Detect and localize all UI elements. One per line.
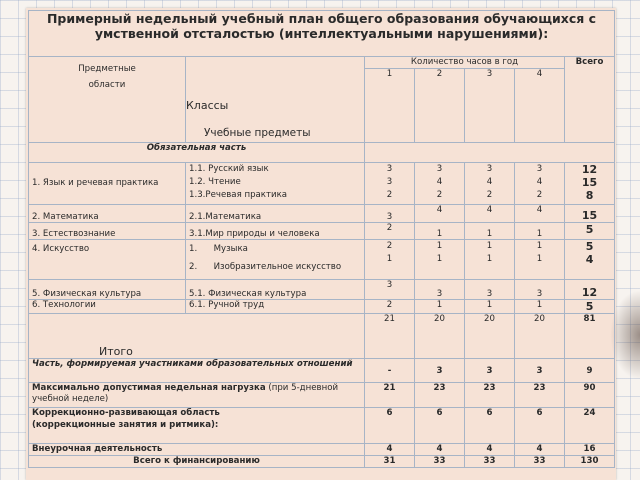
hours-cell: 3 [365, 280, 415, 300]
total-header: Всего [565, 57, 615, 143]
hours-cell: 3 [415, 280, 465, 300]
table-row [29, 456, 615, 468]
table-row [29, 383, 615, 408]
hours-cell: 4 [415, 205, 465, 223]
hours-cell: 2 [436, 190, 443, 200]
part-value: 3 [465, 359, 515, 383]
subject-cell: 3.1.Мир природы и человека [186, 223, 365, 240]
hours-cell: 1 [515, 223, 565, 240]
hours-cell: 4 [436, 177, 443, 187]
correction-label-text: Коррекционно-развивающая область (коррекционные занятия и ритмика): [32, 408, 220, 430]
financing-value: 33 [515, 456, 565, 468]
extracurricular-label: Внеурочная деятельность [29, 444, 365, 456]
correction-value: 6 [415, 408, 465, 444]
hours-cell: 3 [386, 177, 393, 187]
financing-value: 33 [415, 456, 465, 468]
table-row [29, 359, 615, 383]
table-row [29, 163, 615, 205]
hours-cell: 1 [386, 254, 393, 264]
hours-cell: 2 [365, 300, 415, 314]
table-row [29, 300, 615, 314]
subject-cell: 1.2. Чтение [189, 177, 241, 187]
grade-2-header: 2 [415, 69, 465, 143]
financing-value: 130 [565, 456, 615, 468]
correction-value: 24 [565, 408, 615, 444]
hours-cell: 1 [415, 300, 465, 314]
subject-areas-header: Предметные области [78, 64, 136, 91]
max-load-value: 21 [365, 383, 415, 408]
hours-cell: 3 [515, 280, 565, 300]
hours-cell: 4 [515, 205, 565, 223]
hours-cell: 3 [465, 280, 515, 300]
itogo-value: 21 [365, 314, 415, 359]
itogo-value: 20 [515, 314, 565, 359]
financing-value: 31 [365, 456, 415, 468]
area-cell: 6. Технологии [29, 300, 186, 314]
hours-cell: 2 [365, 223, 415, 240]
correction-value: 6 [365, 408, 415, 444]
area-cell: 5. Физическая культура [29, 280, 186, 300]
hours-cell: 1 [465, 223, 515, 240]
area-cell: 4. Искусство [29, 240, 186, 280]
hours-cell: 3 [365, 205, 415, 223]
max-load-value: 23 [515, 383, 565, 408]
hours-cell: 2 [486, 190, 493, 200]
subject-cell: 1. Музыка [189, 244, 248, 254]
itogo-total: 81 [565, 314, 615, 359]
table-row [29, 240, 615, 280]
hours-cell: 1 [536, 254, 543, 264]
hours-cell: 1 [536, 241, 543, 251]
total-cell: 4 [585, 253, 594, 266]
table-row [29, 280, 615, 300]
total-cell: 12 [565, 280, 615, 300]
subject-cell: 6.1. Ручной труд [186, 300, 365, 314]
grade-3-header: 3 [465, 69, 515, 143]
extracurricular-value: 4 [365, 444, 415, 456]
area-cell: 2. Математика [29, 205, 186, 223]
financing-label: Всего к финансированию [29, 456, 365, 468]
hours-cell: 1 [486, 241, 493, 251]
hours-cell: 3 [386, 164, 393, 174]
subject-cell: 5.1. Физическая культура [186, 280, 365, 300]
total-cell: 12 [581, 163, 598, 176]
hours-cell: 1 [436, 254, 443, 264]
curriculum-table [28, 10, 615, 468]
correction-label [29, 408, 365, 444]
hours-cell: 1 [486, 254, 493, 264]
max-load-value: 23 [415, 383, 465, 408]
extracurricular-value: 16 [565, 444, 615, 456]
financing-value: 33 [465, 456, 515, 468]
table-row [29, 205, 615, 223]
hours-cell: 3 [436, 164, 443, 174]
extracurricular-value: 4 [465, 444, 515, 456]
hours-header: Количество часов в год [365, 57, 565, 69]
max-load-label-bold: Максимально допустимая недельная нагрузка [32, 383, 266, 394]
part-value: 9 [565, 359, 615, 383]
max-load-label-rest: (при 5-дневной учебной неделе) [32, 383, 339, 404]
classes-header: Классы [186, 99, 229, 112]
total-cell: 5 [585, 240, 594, 253]
subjects-header: Учебные предметы [204, 127, 311, 139]
grade-1-header: 1 [365, 69, 415, 143]
max-load-value: 90 [565, 383, 615, 408]
subject-cell: 1.3.Речевая практика [189, 190, 288, 200]
hours-cell: 3 [486, 164, 493, 174]
part-value: - [365, 359, 415, 383]
part-value: 3 [515, 359, 565, 383]
part-label: Часть, формируемая участниками образовательных отношений [29, 359, 365, 383]
table-row [29, 444, 615, 456]
max-load-label [29, 383, 365, 408]
hours-cell: 2 [386, 241, 393, 251]
area-cell: 1. Язык и речевая практика [29, 163, 186, 205]
hours-cell: 4 [536, 177, 543, 187]
hours-cell: 1 [436, 241, 443, 251]
max-load-value: 23 [465, 383, 515, 408]
table-row [29, 223, 615, 240]
total-cell: 15 [581, 176, 598, 189]
subject-cell: 2.1.Математика [186, 205, 365, 223]
hours-cell: 2 [536, 190, 543, 200]
hours-cell: 3 [536, 164, 543, 174]
itogo-label: Итого [29, 314, 365, 359]
hours-cell: 4 [465, 205, 515, 223]
itogo-value: 20 [465, 314, 515, 359]
hours-cell: 1 [515, 300, 565, 314]
extracurricular-value: 4 [415, 444, 465, 456]
table-row [29, 408, 615, 444]
hours-cell: 1 [415, 223, 465, 240]
hours-cell: 1 [465, 300, 515, 314]
subject-cell: 1.1. Русский язык [189, 164, 269, 174]
subject-cell: 2. Изобразительное искусство [189, 262, 342, 272]
grade-4-header: 4 [515, 69, 565, 143]
total-cell: 15 [565, 205, 615, 223]
correction-value: 6 [515, 408, 565, 444]
part-value: 3 [415, 359, 465, 383]
hours-cell: 2 [386, 190, 393, 200]
hours-cell: 4 [486, 177, 493, 187]
total-cell: 8 [585, 189, 594, 202]
mandatory-part-label: Обязательная часть [29, 143, 365, 163]
table-title: Примерный недельный учебный план общего образования обучающихся с умственной отсталостью (интеллектуальными нарушениями): [29, 11, 615, 57]
table-row-itogo [29, 314, 615, 359]
extracurricular-value: 4 [515, 444, 565, 456]
correction-value: 6 [465, 408, 515, 444]
total-cell: 5 [565, 223, 615, 240]
area-cell: 3. Естествознание [29, 223, 186, 240]
itogo-value: 20 [415, 314, 465, 359]
total-cell: 5 [565, 300, 615, 314]
